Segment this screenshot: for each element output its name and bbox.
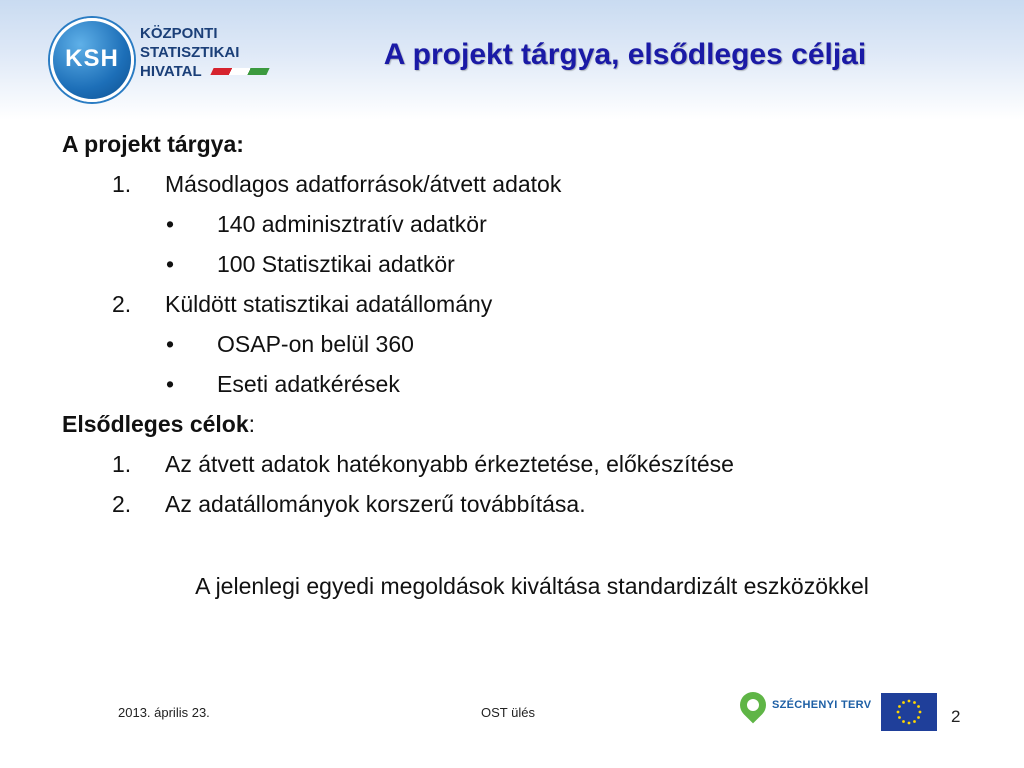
section-heading-subject: A projekt tárgya:: [62, 131, 244, 157]
eu-star: [898, 716, 901, 719]
eu-star: [917, 705, 920, 708]
bullet-item: [62, 244, 982, 284]
ksh-logo: [50, 18, 260, 98]
goals-heading-text: Elsődleges célok: [62, 411, 249, 437]
item-text: Az adatállományok korszerű továbbítása.: [165, 491, 586, 517]
ksh-logo-line: KÖZPONTI: [140, 25, 218, 42]
footer-meeting: OST ülés: [481, 705, 535, 720]
ksh-logo-circle: [50, 18, 134, 102]
bullet-glyph: •: [166, 331, 175, 357]
bullet-item: [62, 204, 982, 244]
bullet-item: [62, 364, 982, 404]
szechenyi-terv-logo: [740, 692, 870, 732]
section-heading-goals: [62, 404, 982, 444]
item-number: 2.: [112, 291, 132, 317]
goals-heading-colon: :: [248, 411, 256, 437]
szechenyi-pin-icon: [735, 687, 772, 724]
ksh-logo-line: STATISZTIKAI: [140, 44, 240, 61]
item-number: 1.: [112, 451, 132, 477]
numbered-item: [62, 284, 982, 324]
hungarian-flag-stripe: [210, 68, 269, 75]
item-text: Az átvett adatok hatékonyabb érkeztetése, előkészítése: [165, 451, 734, 477]
eu-star: [908, 700, 911, 703]
eu-star: [917, 716, 920, 719]
eu-star: [908, 722, 911, 725]
szechenyi-pin-dot: [745, 697, 762, 714]
numbered-item: [62, 164, 982, 204]
page-number: 2: [951, 707, 961, 726]
eu-star: [902, 701, 905, 704]
eu-star: [897, 711, 900, 714]
footer-date: 2013. április 23.: [118, 705, 210, 720]
eu-star: [913, 720, 916, 723]
slide-title: A projekt tárgya, elsődleges céljai: [383, 38, 867, 71]
bullet-glyph: •: [166, 251, 175, 277]
numbered-item: [62, 444, 982, 484]
eu-flag-icon: [881, 693, 937, 731]
item-text: Küldött statisztikai adatállomány: [165, 291, 493, 317]
bullet-glyph: •: [166, 211, 175, 237]
eu-star: [898, 705, 901, 708]
eu-star: [919, 711, 922, 714]
item-number: 1.: [112, 171, 132, 197]
eu-star: [913, 701, 916, 704]
bullet-text: 100 Statisztikai adatkör: [217, 251, 455, 277]
bullet-item: [62, 324, 982, 364]
conclusion-text: A jelenlegi egyedi megoldások kiváltása standardizált eszközökkel: [195, 573, 869, 599]
slide-content: [62, 124, 982, 524]
bullet-text: Eseti adatkérések: [217, 371, 400, 397]
item-text: Másodlagos adatforrások/átvett adatok: [165, 171, 562, 197]
bullet-text: 140 adminisztratív adatkör: [217, 211, 487, 237]
eu-star: [902, 720, 905, 723]
szechenyi-terv-text: SZÉCHENYI TERV: [772, 699, 872, 711]
bullet-glyph: •: [166, 371, 175, 397]
numbered-item: [62, 484, 982, 524]
bullet-text: OSAP-on belül 360: [217, 331, 414, 357]
eu-stars-icon: [881, 693, 937, 731]
ksh-logo-line: HIVATAL: [140, 63, 202, 80]
item-number: 2.: [112, 491, 132, 517]
ksh-logo-abbrev: KSH: [65, 45, 119, 72]
